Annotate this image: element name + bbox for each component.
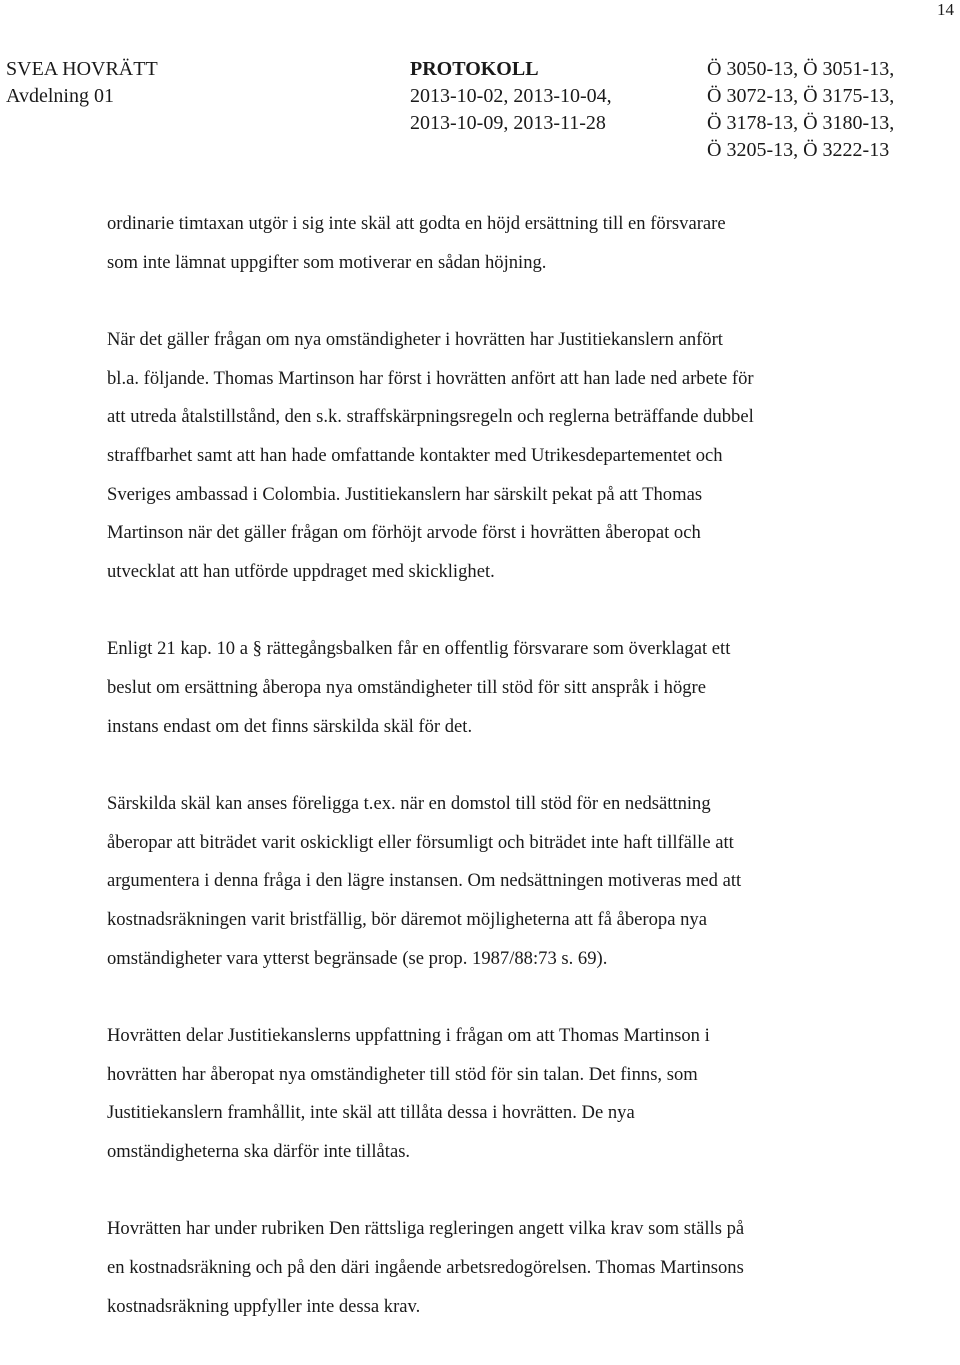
paragraph-line: kostnadsräkningen varit bristfällig, bör däremot möjligheterna att få åberopa nya xyxy=(107,908,707,930)
paragraph xyxy=(107,1017,907,1171)
paragraph-line: Hovrätten har under rubriken Den rättsliga regleringen angett vilka krav som ställs på xyxy=(107,1218,745,1240)
paragraph-line: Enligt 21 kap. 10 a § rättegångsbalken får en offentlig försvarare som överklagat ett xyxy=(107,638,731,660)
paragraph-line: När det gäller frågan om nya omständigheter i hovrätten har Justitiekanslern anfört xyxy=(107,329,723,351)
paragraph xyxy=(107,321,907,591)
paragraph-line: Särskilda skäl kan anses föreligga t.ex. när en domstol till stöd för en nedsättning xyxy=(107,793,711,815)
paragraph-line: Martinson när det gäller frågan om förhöjt arvode först i hovrätten åberopat och xyxy=(107,522,701,544)
paragraph-line: Hovrätten delar Justitiekanslerns uppfattning i frågan om att Thomas Martinson i xyxy=(107,1025,710,1047)
paragraph xyxy=(107,630,907,746)
case-numbers-line: Ö 3050-13, Ö 3051-13, xyxy=(707,58,895,80)
case-numbers-line: Ö 3072-13, Ö 3175-13, xyxy=(707,85,895,107)
paragraph-line: åberopar att biträdet varit oskickligt eller försumligt och biträdet inte haft tillfälle att xyxy=(107,831,734,853)
paragraph-line: beslut om ersättning åberopa nya omständigheter till stöd för sitt anspråk i högre xyxy=(107,676,706,698)
header-court-block xyxy=(6,56,158,110)
paragraph-line: kostnadsräkning uppfyller inte dessa krav. xyxy=(107,1295,421,1317)
document-type: PROTOKOLL xyxy=(410,58,539,80)
document-body xyxy=(107,205,907,1365)
header-case-numbers xyxy=(707,56,894,164)
header-protocol-block xyxy=(410,56,612,137)
paragraph-line: en kostnadsräkning och på den däri ingående arbetsredogörelsen. Thomas Martinsons xyxy=(107,1257,744,1279)
paragraph-line: ordinarie timtaxan utgör i sig inte skäl att godta en höjd ersättning till en försvarare xyxy=(107,213,726,234)
paragraph-line: bl.a. följande. Thomas Martinson har först i hovrätten anfört att han lade ned arbete för xyxy=(107,367,754,389)
paragraph-line: straffbarhet samt att han hade omfattande kontakter med Utrikesdepartementet och xyxy=(107,444,723,466)
paragraph-line: att utreda åtalstillstånd, den s.k. straffskärpningsregeln och reglerna beträffande dubbel xyxy=(107,406,754,428)
paragraph-line: omständigheterna ska därför inte tillåtas. xyxy=(107,1140,411,1162)
protocol-dates-line-1: 2013-10-02, 2013-10-04, xyxy=(410,85,612,107)
paragraph-line: utvecklat att han utförde uppdraget med skicklighet. xyxy=(107,560,495,582)
paragraph xyxy=(107,1210,907,1326)
paragraph-line: Justitiekanslern framhållit, inte skäl att tillåta dessa i hovrätten. De nya xyxy=(107,1102,635,1124)
paragraph xyxy=(107,205,907,282)
paragraph xyxy=(107,785,907,978)
page-number: 14 xyxy=(937,0,954,19)
paragraph-line: omständigheter vara ytterst begränsade (se prop. 1987/88:73 s. 69). xyxy=(107,947,608,969)
paragraph-line: argumentera i denna fråga i den lägre instansen. Om nedsättningen motiveras med att xyxy=(107,870,742,892)
paragraph-line: instans endast om det finns särskilda skäl för det. xyxy=(107,715,473,737)
division-name: Avdelning 01 xyxy=(6,85,114,107)
case-numbers-line: Ö 3205-13, Ö 3222-13 xyxy=(707,139,890,161)
paragraph-line: hovrätten har åberopat nya omständigheter till stöd för sin talan. Det finns, som xyxy=(107,1063,698,1085)
case-numbers-line: Ö 3178-13, Ö 3180-13, xyxy=(707,112,895,134)
paragraph-line: Sveriges ambassad i Colombia. Justitiekanslern har särskilt pekat på att Thomas xyxy=(107,483,703,505)
paragraph-line: som inte lämnat uppgifter som motiverar en sådan höjning. xyxy=(107,251,547,273)
protocol-dates-line-2: 2013-10-09, 2013-11-28 xyxy=(410,112,606,134)
court-name: SVEA HOVRÄTT xyxy=(6,58,158,80)
